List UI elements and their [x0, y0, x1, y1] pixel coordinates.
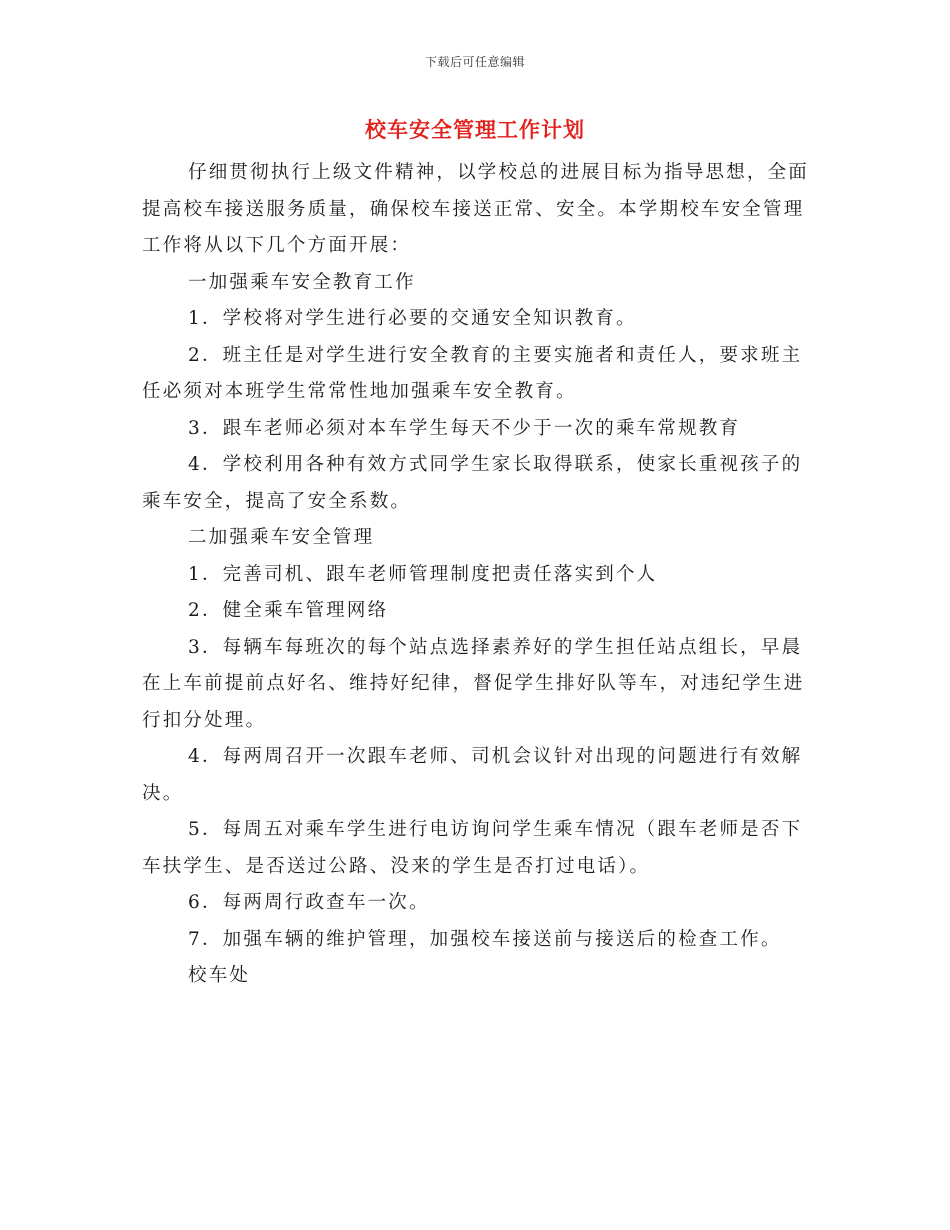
- list-item: 3．跟车老师必须对本车学生每天不少于一次的乘车常规教育: [188, 417, 741, 439]
- list-item: 2．班主任是对学生进行安全教育的主要实施者和责任人，要求班主任必须对本班学生常常性地加强乘车安全教育。: [142, 344, 803, 402]
- list-item: 5．每周五对乘车学生进行电访询问学生乘车情况（跟车老师是否下车扶学生、是否送过公路、没来的学生是否打过电话）。: [142, 819, 803, 877]
- list-item: 2．健全乘车管理网络: [188, 600, 389, 621]
- signature-department: 校车处: [188, 965, 251, 986]
- list-item: 6．每两周行政查车一次。: [188, 892, 430, 913]
- page-header-note: 下载后可任意编辑: [424, 55, 525, 69]
- list-item: 3．每辆车每班次的每个站点选择素养好的学生担任站点组长，早晨在上车前提前点好名、维持好纪律，督促学生排好队等车，对违纪学生进行扣分处理。: [142, 636, 805, 731]
- list-item: 4．每两周召开一次跟车老师、司机会议针对出现的问题进行有效解决。: [142, 746, 803, 804]
- list-item: 1．学校将对学生进行必要的交通安全知识教育。: [188, 308, 637, 329]
- section-heading-management: 二加强乘车安全管理: [188, 527, 375, 548]
- list-item: 7．加强车辆的维护管理，加强校车接送前与接送后的检查工作。: [188, 928, 782, 950]
- list-item: 4．学校利用各种有效方式同学生家长取得联系，使家长重视孩子的乘车安全，提高了安全系数。: [142, 454, 803, 512]
- document-title: 校车安全管理工作计划: [365, 117, 585, 142]
- list-item: 1．完善司机、跟车老师管理制度把责任落实到个人: [188, 563, 658, 585]
- intro-paragraph: 仔细贯彻执行上级文件精神，以学校总的进展目标为指导思想，全面提高校车接送服务质量，确保校车接送正常、安全。本学期校车安全管理工作将从以下几个方面开展：: [142, 162, 810, 256]
- document-body: [142, 155, 810, 995]
- section-heading-education: 一加强乘车安全教育工作: [188, 271, 416, 293]
